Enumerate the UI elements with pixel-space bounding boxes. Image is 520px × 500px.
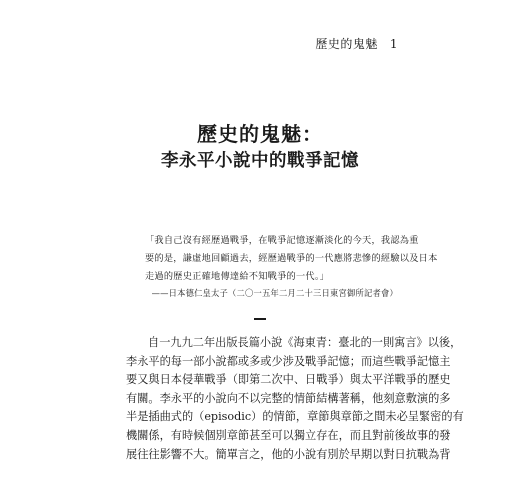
body-line: 李永平的每一部小說都或多或少涉及戰爭記憶；而這些戰爭記憶主 — [126, 354, 451, 368]
page-number: 1 — [389, 37, 398, 51]
epigraph-line: 走過的歷史正確地傳達給不知戰爭的一代。」 — [145, 271, 330, 282]
body-line: 要又與日本侵華戰爭（即第二次中、日戰爭）與太平洋戰爭的歷史 — [126, 373, 451, 387]
body-line: 有關。李永平的小說向不以完整的情節結構著稱，他刻意敷演的多 — [126, 391, 451, 405]
epigraph-line: 「我自己沒有經歷過戰爭，在戰爭記憶逐漸淡化的今天，我認為重 — [145, 235, 419, 246]
chapter-title: 歷史的鬼魅： — [197, 122, 323, 146]
body-paragraph — [126, 334, 464, 464]
running-head-title: 歷史的鬼魅 — [315, 37, 378, 51]
body-line: 展往往影響不大。簡單言之，他的小說有別於早期以對日抗戰為背 — [126, 447, 451, 461]
running-head — [315, 35, 398, 52]
epigraph — [145, 232, 438, 286]
chapter-subtitle: 李永平小說中的戰爭記憶 — [161, 151, 359, 171]
body-line: 半是插曲式的（episodic）的情節，章節與章節之間未必呈緊密的有 — [126, 410, 464, 424]
epigraph-source: ——日本德仁皇太子（二〇一五年二月二十三日東宮御所記者會） — [151, 288, 398, 298]
section-divider — [254, 318, 266, 320]
body-line: 機關係，有時候個別章節甚至可以獨立存在，而且對前後故事的發 — [126, 428, 451, 442]
epigraph-line: 要的是，謙虛地回顧過去，經歷過戰爭的一代應將悲慘的經驗以及日本 — [145, 253, 438, 264]
body-line: 自一九九二年出版長篇小說《海東青：臺北的一則寓言》以後， — [148, 336, 462, 349]
